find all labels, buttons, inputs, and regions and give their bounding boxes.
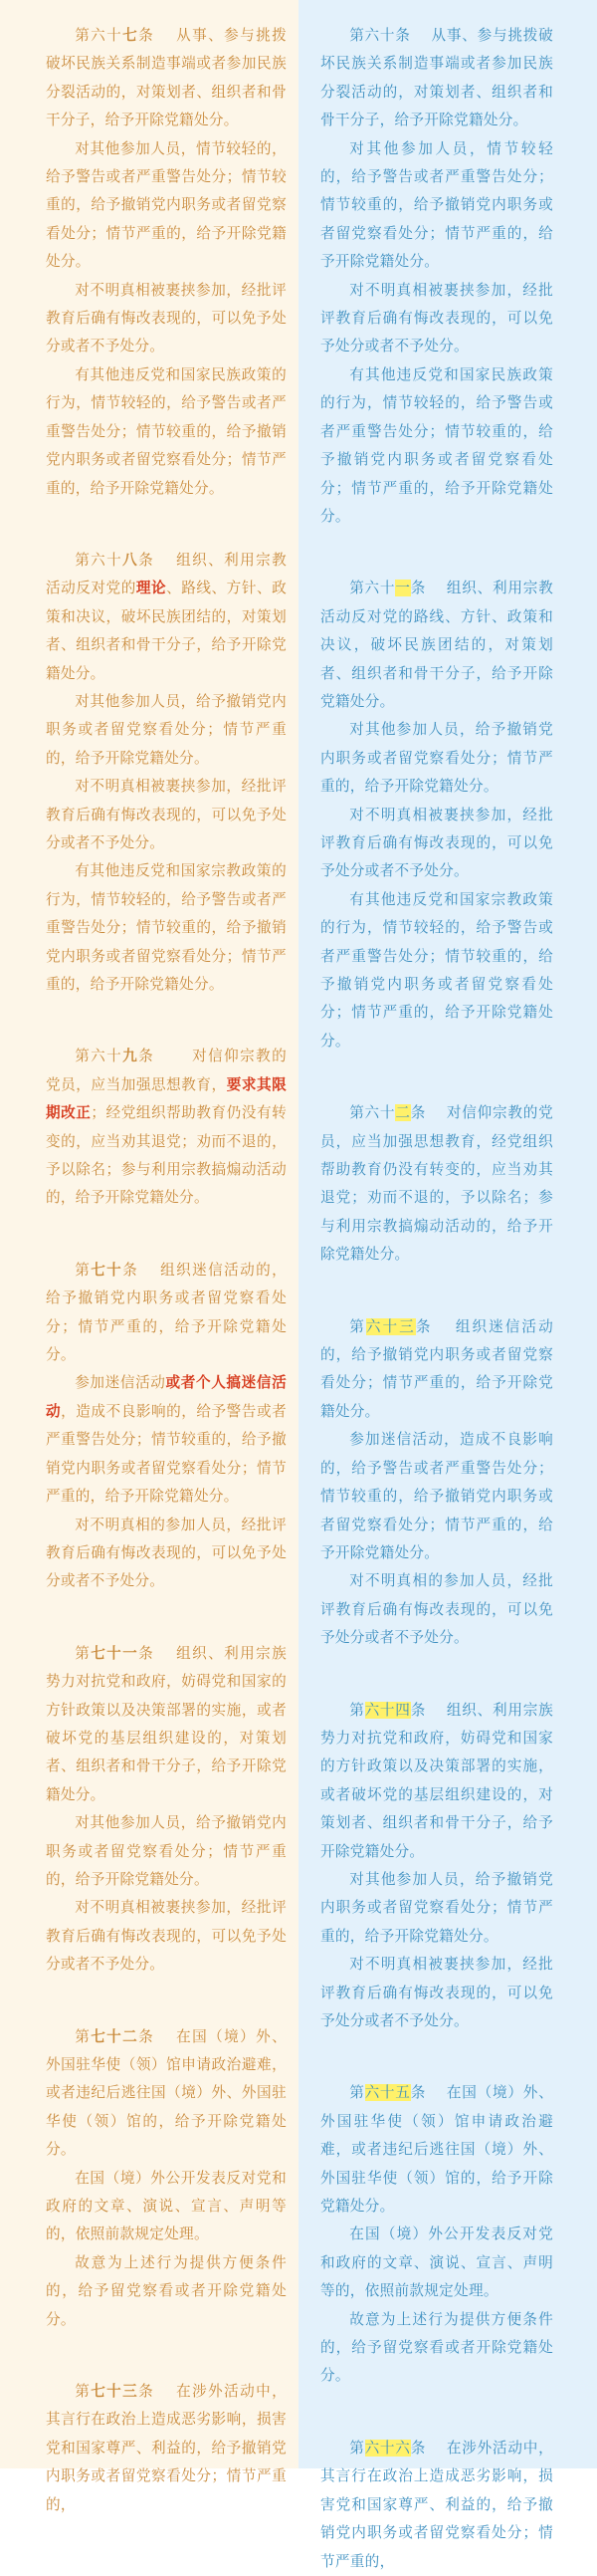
text-span: 有其他违反党和国家民族政策的行为，情节较轻的，给予警告或者严重警告处分；情节较重的，给予撤销党内职务或者留党察看处分；情节严重的，给予开除党籍处分。 xyxy=(46,365,287,497)
text-span: 条 组织、利用宗教活动反对党的路线、方针、政策和决议，破坏民族团结的，对策划者、组织者和骨干分子，给予开除党籍处分。 xyxy=(320,580,553,710)
text-span: 第 xyxy=(349,1317,366,1335)
text-span: ，造成不良影响的，给予警告或者严重警告处分；情节较重的，给予撤销党内职务或者留党察看处分；情节严重的，给予开除党籍处分。 xyxy=(46,1402,287,1506)
article-paragraph xyxy=(46,135,287,277)
text-span: 有其他违反党和国家民族政策的行为，情节较轻的，给予警告或者严重警告处分；情节较重的，给予撤销党内职务或者留党察看处分；情节严重的，给予开除党籍处分。 xyxy=(320,365,553,525)
article-paragraph xyxy=(320,2079,553,2221)
article-paragraph xyxy=(46,1043,287,1212)
text-span: 第六十 xyxy=(75,1048,123,1065)
article-paragraph xyxy=(46,857,287,999)
article-b63 xyxy=(320,1313,553,1653)
text-span: 条 从事、参与挑拨破坏民族关系制造事端或者参加民族分裂活动的，对策划者、组织者和骨干分子，给予开除党籍处分。 xyxy=(46,27,287,129)
text-span: 第 xyxy=(349,2084,365,2102)
added-text: 理论 xyxy=(135,580,167,597)
article-paragraph xyxy=(320,2306,553,2391)
article-paragraph xyxy=(320,1951,553,2035)
article-number: 七 xyxy=(122,27,139,44)
old-article-number: 六十六 xyxy=(364,2439,411,2457)
article-paragraph xyxy=(46,688,287,773)
text-span: 第 xyxy=(349,2439,365,2457)
text-span: 第六十 xyxy=(75,27,123,44)
article-number: 七十三 xyxy=(91,2383,139,2401)
text-span: 故意为上述行为提供方便条件的，给予留党察看或者开除党籍处分。 xyxy=(46,2253,287,2328)
text-span: 对其他参加人员，情节较轻的，给予警告或者严重警告处分；情节较重的，给予撤销党内职务或者留党察看处分；情节严重的，给予开除党籍处分。 xyxy=(320,139,553,271)
article-number: 九 xyxy=(122,1048,139,1065)
text-span: 条 在涉外活动中，其言行在政治上造成恶劣影响，损害党和国家尊严、利益的，给予撤销党内职务或者留党察看处分；情节严重的， xyxy=(320,2439,553,2570)
article-paragraph xyxy=(46,1369,287,1511)
article-paragraph xyxy=(320,277,553,361)
text-span: 条 组织、利用宗族势力对抗党和政府，妨碍党和国家的方针政策以及决策部署的实施，或者破坏党的基层组织建设的，对策划者、组织者和骨干分子，给予开除党籍处分。 xyxy=(320,1701,553,1860)
text-span: 对不明真相的参加人员，经批评教育后确有悔改表现的，可以免予处分或者不予处分。 xyxy=(46,1516,287,1590)
old-article-number: 一 xyxy=(395,580,411,597)
article-paragraph xyxy=(320,1567,553,1652)
article-paragraph xyxy=(320,802,553,886)
article-a77 xyxy=(46,22,287,503)
text-span: 条 组织迷信活动的，给予撤销党内职务或者留党察看处分；情节严重的，给予开除党籍处分。 xyxy=(46,1261,287,1364)
old-article-number: 六十五 xyxy=(364,2084,411,2102)
text-span: 第 xyxy=(75,1261,92,1279)
text-span: 有其他违反党和国家宗教政策的行为，情节较轻的，给予警告或者严重警告处分；情节较重的，给予撤销党内职务或者留党察看处分；情节严重的，给予开除党籍处分。 xyxy=(46,862,287,993)
article-a73 xyxy=(46,2378,287,2519)
text-span: 第 xyxy=(75,2383,92,2401)
article-paragraph xyxy=(46,547,287,688)
original-text-column xyxy=(298,0,597,2570)
article-paragraph xyxy=(320,1313,553,1427)
article-paragraph xyxy=(46,1809,287,1894)
article-paragraph xyxy=(320,1426,553,1567)
article-number: 七十一 xyxy=(91,1644,139,1662)
article-paragraph xyxy=(46,1640,287,1809)
text-span: 对其他参加人员，给予撤销党内职务或者留党察看处分；情节严重的，给予开除党籍处分。 xyxy=(320,721,553,796)
article-paragraph xyxy=(46,1894,287,1979)
text-span: 第六十 xyxy=(75,551,123,569)
added-text: 要求其限期改正 xyxy=(46,1075,288,1122)
text-span: 对不明真相被裹挟参加，经批评教育后确有悔改表现的，可以免予处分或者不予处分。 xyxy=(46,778,287,851)
revised-text-column xyxy=(0,0,298,2513)
article-paragraph xyxy=(320,2435,553,2576)
article-a72 xyxy=(46,2023,287,2334)
article-paragraph xyxy=(320,135,553,277)
text-span: 对不明真相的参加人员，经批评教育后确有悔改表现的，可以免予处分或者不予处分。 xyxy=(320,1572,553,1647)
text-span: 第六十 xyxy=(349,1104,396,1122)
article-paragraph xyxy=(320,2221,553,2305)
old-article-number: 六十三 xyxy=(365,1317,416,1335)
text-span: 、路线、方针、政策和决议，破坏民族团结的，对策划者、组织者和骨干分子，给予开除党籍处分。 xyxy=(46,580,287,682)
article-paragraph xyxy=(46,1512,287,1596)
text-span: 对其他参加人员，给予撤销党内职务或者留党察看处分；情节严重的，给予开除党籍处分。 xyxy=(320,1870,553,1945)
old-article-number: 二 xyxy=(395,1104,411,1122)
article-paragraph xyxy=(320,716,553,801)
text-span: 参加迷信活动，造成不良影响的，给予警告或者严重警告处分；情节较重的，给予撤销党内职务或者留党察看处分；情节严重的，给予开除党籍处分。 xyxy=(320,1431,553,1561)
article-paragraph xyxy=(320,1697,553,1866)
article-b65 xyxy=(320,2079,553,2390)
article-number: 七十二 xyxy=(91,2027,139,2045)
text-span: 对不明真相被裹挟参加，经批评教育后确有悔改表现的，可以免予处分或者不予处分。 xyxy=(46,281,287,355)
article-paragraph xyxy=(320,22,553,135)
text-span: 对其他参加人员，给予撤销党内职务或者留党察看处分；情节严重的，给予开除党籍处分。 xyxy=(46,1814,287,1888)
added-text: 或者个人搞迷信活动 xyxy=(46,1374,287,1420)
text-span: 条 组织、利用宗教活动反对党的 xyxy=(46,551,287,597)
article-paragraph xyxy=(46,22,287,135)
text-span: 对其他参加人员，给予撤销党内职务或者留党察看处分；情节严重的，给予开除党籍处分。 xyxy=(46,692,287,767)
article-paragraph xyxy=(320,361,553,531)
article-paragraph xyxy=(46,361,287,503)
article-paragraph xyxy=(46,277,287,361)
text-span: ；经党组织帮助教育仍没有转变的，应当劝其退党；劝而不退的，予以除名；参与利用宗教搞煽动活动的，给予开除党籍处分。 xyxy=(46,1104,287,1207)
article-paragraph xyxy=(46,1257,287,1370)
article-b57 xyxy=(320,22,553,531)
text-span: 对不明真相被裹挟参加，经批评教育后确有悔改表现的，可以免予处分或者不予处分。 xyxy=(320,806,553,880)
article-b66 xyxy=(320,2435,553,2576)
article-number: 八 xyxy=(122,551,139,569)
article-paragraph xyxy=(46,2023,287,2165)
article-paragraph xyxy=(320,575,553,716)
text-span: 条 对信仰宗教的党员，应当加强思想教育， xyxy=(46,1048,287,1093)
article-b61 xyxy=(320,575,553,1055)
text-span: 条 在国（境）外、外国驻华使（领）馆申请政治避难，或者违纪后逃往国（境）外、外国驻华使（领）馆的，给予开除党籍处分。 xyxy=(46,2027,287,2159)
text-span: 在国（境）外公开发表反对党和政府的文章、演说、宣言、声明等的，依照前款规定处理。 xyxy=(320,2225,553,2300)
article-paragraph xyxy=(46,2249,287,2334)
text-span: 第六十条 从事、参与挑拨破坏民族关系制造事端或者参加民族分裂活动的，对策划者、组织者和骨干分子，给予开除党籍处分。 xyxy=(320,27,553,129)
text-span: 在国（境）外公开发表反对党和政府的文章、演说、宣言、声明等的，依照前款规定处理。 xyxy=(46,2169,287,2243)
article-a71 xyxy=(46,1640,287,1980)
text-span: 条 组织迷信活动的，给予撤销党内职务或者留党察看处分；情节严重的，给予开除党籍处分。 xyxy=(320,1317,553,1420)
article-paragraph xyxy=(320,886,553,1055)
article-paragraph xyxy=(46,773,287,857)
text-span: 条 在国（境）外、外国驻华使（领）馆申请政治避难，或者违纪后逃往国（境）外、外国驻华使（领）馆的，给予开除党籍处分。 xyxy=(320,2084,553,2216)
article-a69 xyxy=(46,1043,287,1212)
text-span: 对不明真相被裹挟参加，经批评教育后确有悔改表现的，可以免予处分或者不予处分。 xyxy=(46,1899,287,1974)
article-paragraph xyxy=(46,2165,287,2249)
text-span: 第 xyxy=(349,1701,365,1719)
article-number: 七十 xyxy=(91,1261,123,1279)
text-span: 第 xyxy=(75,1644,92,1662)
text-span: 条 对信仰宗教的党员，应当加强思想教育，经党组织帮助教育仍没有转变的，应当劝其退党；劝而不退的，予以除名；参与利用宗教搞煽动活动的，给予开除党籍处分。 xyxy=(320,1104,553,1264)
text-span: 对不明真相被裹挟参加，经批评教育后确有悔改表现的，可以免予处分或者不予处分。 xyxy=(320,281,553,355)
text-span: 对不明真相被裹挟参加，经批评教育后确有悔改表现的，可以免予处分或者不予处分。 xyxy=(320,1956,553,2029)
text-span: 故意为上述行为提供方便条件的，给予留党察看或者开除党籍处分。 xyxy=(320,2310,553,2385)
article-b64 xyxy=(320,1697,553,2036)
article-a68 xyxy=(46,547,287,1000)
article-b62 xyxy=(320,1099,553,1269)
text-span: 有其他违反党和国家宗教政策的行为，情节较轻的，给予警告或者严重警告处分；情节较重的，给予撤销党内职务或者留党察看处分；情节严重的，给予开除党籍处分。 xyxy=(320,890,553,1050)
text-span: 第六十 xyxy=(349,580,396,597)
article-a70 xyxy=(46,1257,287,1596)
article-paragraph xyxy=(46,2378,287,2519)
article-paragraph xyxy=(320,1099,553,1269)
text-span: 对其他参加人员，情节较轻的，给予警告或者严重警告处分；情节较重的，给予撤销党内职务或者留党察看处分；情节严重的，给予开除党籍处分。 xyxy=(46,139,287,271)
text-span: 条 在涉外活动中，其言行在政治上造成恶劣影响，损害党和国家尊严、利益的，给予撤销党内职务或者留党察看处分；情节严重的， xyxy=(46,2383,287,2513)
text-span: 第 xyxy=(75,2027,92,2045)
old-article-number: 六十四 xyxy=(364,1701,411,1719)
text-span: 条 组织、利用宗族势力对抗党和政府，妨碍党和国家的方针政策以及决策部署的实施，或者破坏党的基层组织建设的，对策划者、组织者和骨干分子，给予开除党籍处分。 xyxy=(46,1644,287,1803)
article-paragraph xyxy=(320,1866,553,1951)
text-span: 参加迷信活动 xyxy=(75,1374,166,1392)
